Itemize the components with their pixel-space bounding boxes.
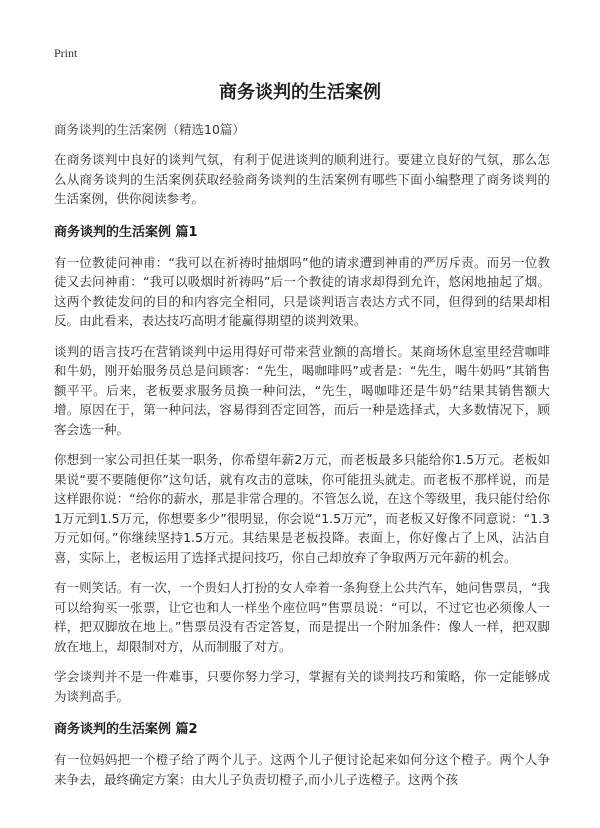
section-heading-2: 商务谈判的生活案例 篇2 — [54, 722, 198, 737]
section-1-paragraph: 谈判的语言技巧在营销谈判中运用得好可带来营业额的高增长。某商场休息室里经营咖啡和牛奶，刚开始服务员总是问顾客：“先生，喝咖啡吗”或者是：“先生，喝牛奶吗”其销售额平平。后来，老板要求服务员换一种问法，“先生，喝咖啡还是牛奶”结果其销售额大增。原因在于，第一种问法，容易得到否定回答，而后一种是选择式，大多数情况下，顾客会选一种。 — [54, 343, 550, 437]
section-1-paragraph: 学会谈判并不是一件难事，只要你努力学习，掌握有关的谈判技巧和策略，你一定能够成为谈判高手。 — [54, 669, 550, 704]
section-heading-1: 商务谈判的生活案例 篇1 — [54, 224, 198, 240]
section-1-paragraph: 有一则笑话。有一次，一个贵妇人打扮的女人牵着一条狗登上公共汽车，她问售票员，“我可以给狗买一张票，让它也和人一样坐个座位吗”售票员说：“可以，不过它也必须像人一样，把双脚放在地上。”售票员没有否定答复，而是提出一个附加条件：像人一样，把双脚放在地上，却限制对方，从而制服了对方。 — [54, 580, 550, 654]
document-subtitle: 商务谈判的生活案例（精选10篇） — [54, 122, 245, 137]
print-link[interactable]: Print — [54, 46, 78, 60]
intro-paragraph: 在商务谈判中良好的谈判气氛，有利于促进谈判的顺利进行。要建立良好的气氛，那么怎么从商务谈判的生活案例获取经验商务谈判的生活案例有哪些下面小编整理了商务谈判的生活案例，供你阅读参考。 — [54, 152, 550, 206]
section-2-paragraph: 有一位妈妈把一个橙子给了两个儿子。这两个儿子便讨论起来如何分这个橙子。两个人争来争去，最终确定方案：由大儿子负责切橙子,而小儿子选橙子。这两个孩 — [54, 752, 550, 787]
section-1-paragraph: 你想到一家公司担任某一职务，你希望年薪2万元，而老板最多只能给你1.5万元。老板如果说“要不要随便你”这句话，就有攻击的意味，你可能扭头就走。而老板不那样说，而是这样跟你说：“给你的薪水，那是非常合理的。不管怎么说，在这个等级里，我只能付给你1万元到1.5万元，你想要多少”很明显，你会说“1.5万元”，而老板又好像不同意说：“1.3万元如何。”你继续坚持1.5万元。其结果是老板投降。表面上，你好像占了上风，沾沾自喜，实际上，老板运用了选择式提问技巧，你自己却放弃了争取两万元年薪的机会。 — [54, 452, 550, 565]
page-title: 商务谈判的生活案例 — [219, 82, 381, 103]
document-body — [54, 120, 550, 800]
section-1-paragraph: 有一位教徒问神甫：“我可以在祈祷时抽烟吗”他的请求遭到神甫的严厉斥责。而另一位教徒又去问神甫：“我可以吸烟时祈祷吗”后一个教徒的请求却得到允许，悠闲地抽起了烟。这两个教徒发问的目的和内容完全相同，只是谈判语言表达方式不同，但得到的结果却相反。由此看来，表达技巧高明才能赢得期望的谈判效果。 — [54, 254, 550, 328]
